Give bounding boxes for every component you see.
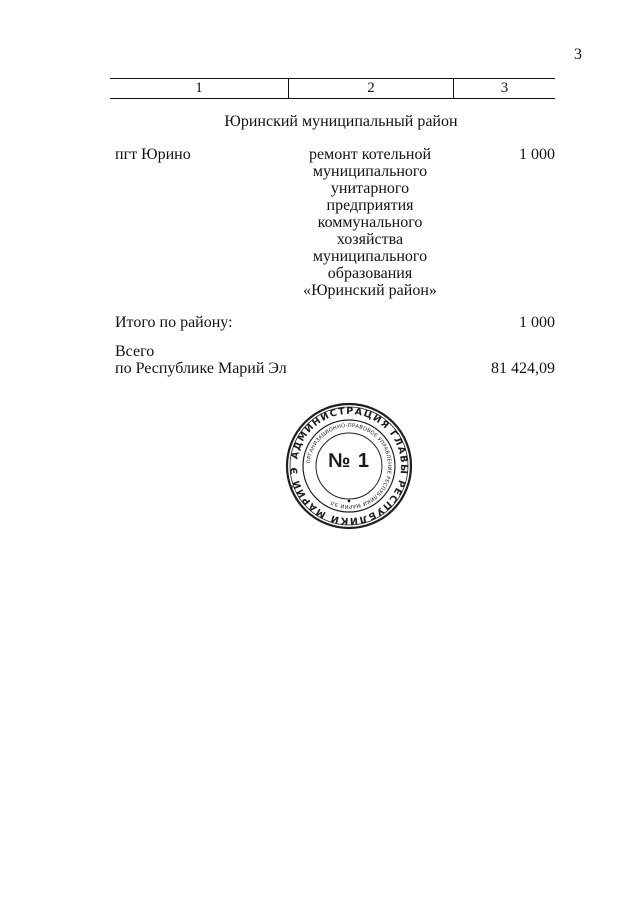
total-label-line2: по Республике Марий Эл <box>115 360 287 377</box>
seal-outer-text: АДМИНИСТРАЦИЯ ГЛАВЫ РЕСПУБЛИКИ МАРИЙ Э <box>288 405 410 527</box>
total-label <box>115 343 287 377</box>
row-amount: 1 000 <box>519 146 555 163</box>
subtotal-label: Итого по району: <box>115 314 233 331</box>
column-header-2: 2 <box>367 80 375 96</box>
row-place: пгт Юрино <box>115 146 191 163</box>
seal-dot <box>348 500 351 503</box>
district-heading <box>110 113 639 131</box>
seal-number: № 1 <box>328 450 370 472</box>
column-header-1: 1 <box>195 80 203 96</box>
subtotal-amount: 1 000 <box>519 314 555 331</box>
district-heading-text: Юринский муниципальный район <box>224 113 458 130</box>
official-seal <box>285 402 413 530</box>
table-header-row <box>110 78 555 99</box>
total-label-line1: Всего <box>115 343 155 360</box>
page-number: 3 <box>574 46 582 63</box>
row-purpose: ремонт котельной муниципального унитарного предприятия коммунального хозяйства муниципального образования «Юринский район» <box>303 146 437 299</box>
column-header-3: 3 <box>500 80 509 96</box>
total-amount: 81 424,09 <box>491 360 555 377</box>
seal-inner-text: ОРГАНИЗАЦИОННО-ПРАВОВОЕ УПРАВЛЕНИЕ РЕСПУБЛИКИ МАРИЙ ЭЛ <box>306 422 393 510</box>
